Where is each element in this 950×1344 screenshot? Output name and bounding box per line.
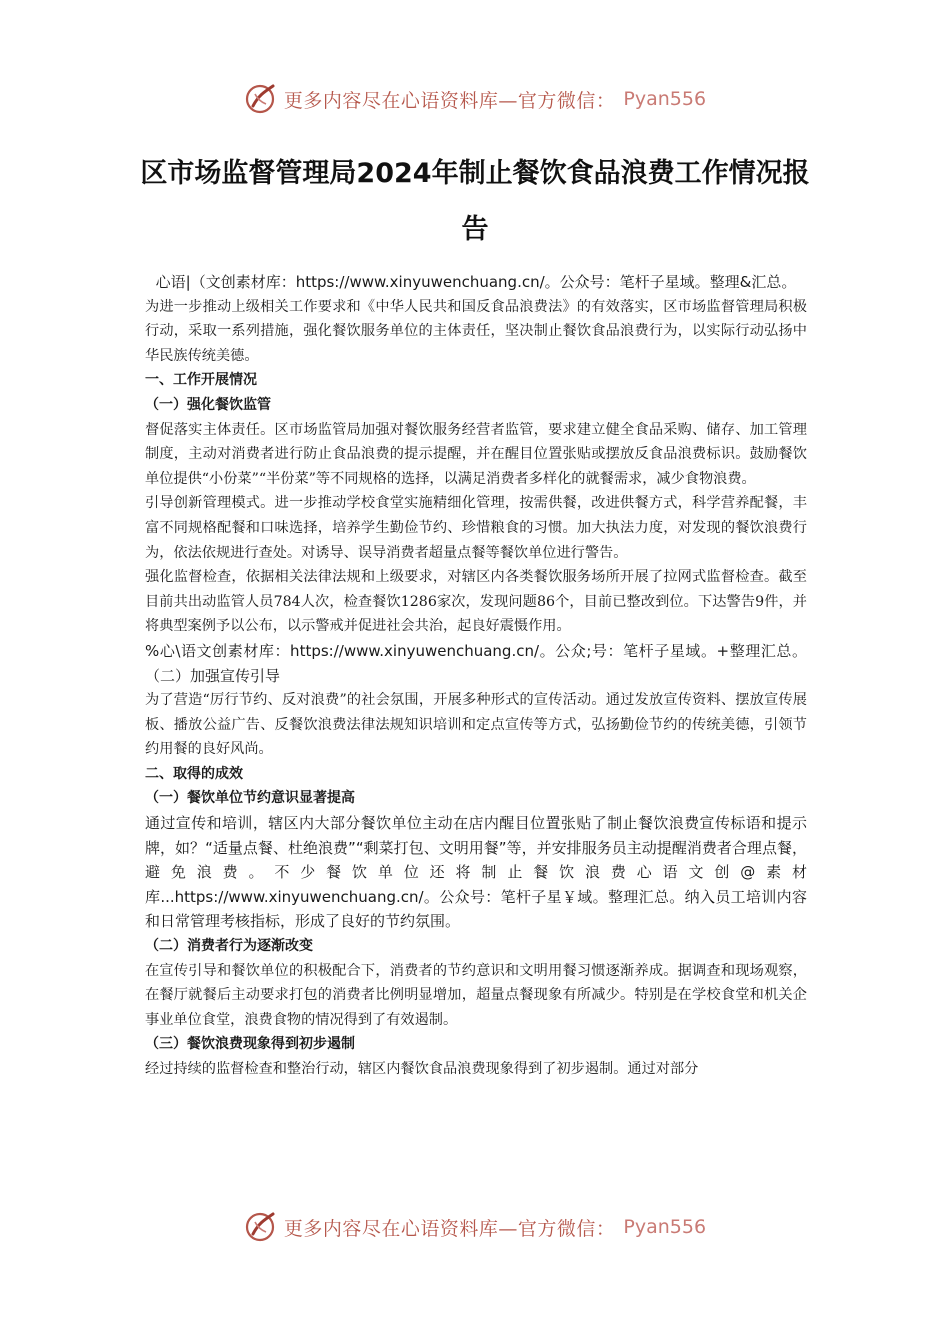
section2-sub2: （二）消费者行为逐渐改变: [145, 938, 313, 955]
banner-text: 更多内容尽在心语资料库—官方微信：: [283, 1217, 616, 1240]
brush-logo-icon: [244, 82, 278, 116]
section1-paragraph-4: 为了营造“厉行节约、反对浪费”的社会氛围，开展多种形式的宣传活动。通过发放宣传资料、摆放宣传展板、播放公益广告、反餐饮浪费法律法规知识培训和定点宣传等方式，弘扬勤俭节约的传统美德，引领节约用餐的良好风尚。: [145, 692, 807, 758]
section2-sub3: （三）餐饮浪费现象得到初步遏制: [145, 1036, 355, 1053]
section2-heading: 二、取得的成效: [145, 765, 243, 782]
section1-source-line: %心\语文创素材库：https://www.xinyuwenchuang.cn/。公众;号：笔杆子星域。+整理汇总。（二）加强宣传引导: [145, 641, 807, 685]
intro-paragraph: 为进一步推动上级相关工作要求和《中华人民共和国反食品浪费法》的有效落实，区市场监督管理局积极行动，采取一系列措施，强化餐饮服务单位的主体责任，坚决制止餐饮食品浪费行为，以实际行动弘扬中华民族传统美德。: [145, 298, 807, 364]
source-line: 心语|（文创素材库：https://www.xinyuwenchuang.cn/。公众号：笔杆子星域。整理&汇总。: [155, 273, 797, 291]
section1-paragraph-3: 强化监督检查，依据相关法律法规和上级要求，对辖区内各类餐饮服务场所开展了拉网式监督检查。截至目前共出动监管人员784人次，检查餐饮1286家次，发现问题86个，目前已整改到位。下达警告9件，并将典型案例予以公布，以示警戒并促进社会共治，起良好震慑作用。: [145, 569, 807, 635]
banner-text: 更多内容尽在心语资料库—官方微信：: [283, 89, 616, 112]
section1-paragraph-2: 引导创新管理模式。进一步推动学校食堂实施精细化管理，按需供餐，改进供餐方式，科学营养配餐，丰富不同规格配餐和口味选择，培养学生勤俭节约、珍惜粮食的习惯。加大执法力度，对发现的餐饮浪费行为，依法依规进行查处。对诱导、误导消费者超量点餐等餐饮单位进行警告。: [145, 495, 807, 561]
page-title: 区市场监督管理局2024年制止餐饮食品浪费工作情况报告: [140, 158, 810, 245]
watermark-banner-bottom: [0, 1210, 950, 1244]
document-body: [145, 270, 807, 1082]
banner-wechat-id: Pyan556: [623, 88, 707, 110]
watermark-banner-top: [0, 82, 950, 116]
section2-paragraph-2: 在宣传引导和餐饮单位的积极配合下，消费者的节约意识和文明用餐习惯逐渐养成。据调查和现场观察，在餐厅就餐后主动要求打包的消费者比例明显增加，超量点餐现象有所减少。特别是在学校食堂和机关企事业单位食堂，浪费食物的情况得到了有效遏制。: [145, 962, 807, 1028]
section1-heading: 一、工作开展情况: [145, 372, 257, 389]
section2-paragraph-3: 经过持续的监督检查和整治行动，辖区内餐饮食品浪费现象得到了初步遏制。通过对部分: [145, 1061, 699, 1077]
brush-logo-icon: [244, 1210, 278, 1244]
section1-paragraph-1: 督促落实主体责任。区市场监管局加强对餐饮服务经营者监管，要求建立健全食品采购、储存、加工管理制度，主动对消费者进行防止食品浪费的提示提醒，并在醒目位置张贴或摆放反食品浪费标识。鼓励餐饮单位提供“小份菜”“半份菜”等不同规格的选择，以满足消费者多样化的就餐需求，减少食物浪费。: [145, 421, 807, 487]
section2-paragraph-1: 通过宣传和培训，辖区内大部分餐饮单位主动在店内醒目位置张贴了制止餐饮浪费宣传标语和提示牌，如？“适量点餐、杜绝浪费”“剩菜打包、文明用餐”等，并安排服务员主动提醒消费者合理点餐，避免浪费。不少餐饮单位还将制止餐饮浪费心语文创@素材库...https://www.xinyuwenchuang.cn/。公众号：笔杆子星￥域。整理汇总。纳入员工培训内容和日常管理考核指标，形成了良好的节约氛围。: [145, 814, 807, 931]
section1-sub1: （一）强化餐饮监管: [145, 396, 271, 413]
section2-sub1: （一）餐饮单位节约意识显著提高: [145, 790, 355, 807]
banner-wechat-id: Pyan556: [623, 1216, 707, 1238]
